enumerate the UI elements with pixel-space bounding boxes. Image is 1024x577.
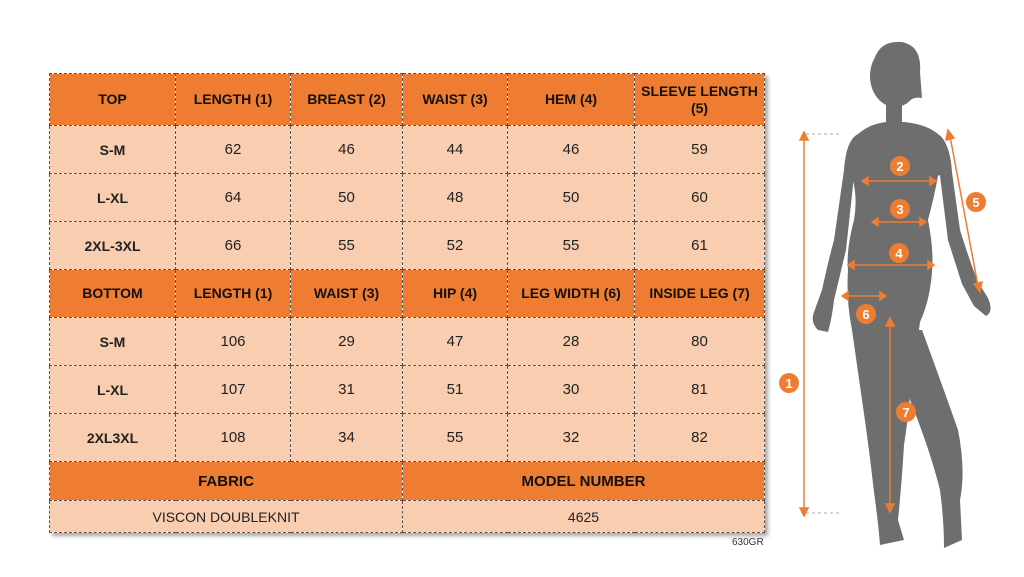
fabric-value: VISCON DOUBLEKNIT: [50, 501, 403, 533]
svg-text:1: 1: [785, 376, 793, 391]
bottom-header-row: [50, 270, 765, 318]
header-cell: BREAST (2): [291, 74, 403, 126]
model-number-label: MODEL NUMBER: [403, 462, 765, 501]
size-cell: L-XL: [50, 366, 176, 414]
value-cell: 81: [635, 366, 765, 414]
marker-2: [890, 156, 910, 176]
fabric-label: FABRIC: [50, 462, 403, 501]
value-cell: 31: [291, 366, 403, 414]
svg-text:4: 4: [895, 246, 903, 261]
size-cell: L-XL: [50, 174, 176, 222]
table-row: [50, 414, 765, 462]
marker-6: [856, 304, 876, 324]
table-row: [50, 366, 765, 414]
value-cell: 50: [508, 174, 635, 222]
marker-7: [896, 402, 916, 422]
value-cell: 60: [635, 174, 765, 222]
value-cell: 46: [508, 126, 635, 174]
value-cell: 55: [403, 414, 508, 462]
header-cell: INSIDE LEG (7): [635, 270, 765, 318]
value-cell: 107: [176, 366, 291, 414]
value-cell: 55: [291, 222, 403, 270]
footer-value-row: [50, 501, 765, 533]
header-cell: LEG WIDTH (6): [508, 270, 635, 318]
value-cell: 29: [291, 318, 403, 366]
header-cell: HIP (4): [403, 270, 508, 318]
value-cell: 32: [508, 414, 635, 462]
value-cell: 52: [403, 222, 508, 270]
body-measurement-figure: [770, 40, 1024, 562]
value-cell: 80: [635, 318, 765, 366]
value-cell: 55: [508, 222, 635, 270]
size-cell: 2XL-3XL: [50, 222, 176, 270]
value-cell: 46: [291, 126, 403, 174]
table-row: [50, 222, 765, 270]
value-cell: 59: [635, 126, 765, 174]
svg-text:6: 6: [862, 307, 870, 322]
value-cell: 34: [291, 414, 403, 462]
value-cell: 50: [291, 174, 403, 222]
header-cell: TOP: [50, 74, 176, 126]
table-row: [50, 318, 765, 366]
value-cell: 106: [176, 318, 291, 366]
header-cell: LENGTH (1): [176, 74, 291, 126]
table-row: [50, 126, 765, 174]
header-cell: HEM (4): [508, 74, 635, 126]
svg-text:3: 3: [896, 202, 904, 217]
value-cell: 61: [635, 222, 765, 270]
value-cell: 48: [403, 174, 508, 222]
marker-5: [966, 192, 986, 212]
svg-text:2: 2: [896, 159, 904, 174]
value-cell: 108: [176, 414, 291, 462]
header-cell: WAIST (3): [403, 74, 508, 126]
value-cell: 62: [176, 126, 291, 174]
marker-4: [889, 243, 909, 263]
footer-header-row: [50, 462, 765, 501]
marker-1: [779, 373, 799, 393]
header-cell: BOTTOM: [50, 270, 176, 318]
header-cell: LENGTH (1): [176, 270, 291, 318]
value-cell: 47: [403, 318, 508, 366]
size-cell: S-M: [50, 318, 176, 366]
svg-text:5: 5: [972, 195, 980, 210]
value-cell: 28: [508, 318, 635, 366]
size-cell: 2XL3XL: [50, 414, 176, 462]
header-cell: SLEEVE LENGTH (5): [635, 74, 765, 126]
value-cell: 66: [176, 222, 291, 270]
table-row: [50, 174, 765, 222]
size-cell: S-M: [50, 126, 176, 174]
header-cell: WAIST (3): [291, 270, 403, 318]
female-silhouette: [813, 42, 991, 548]
size-chart-table: [49, 73, 765, 533]
top-header-row: [50, 74, 765, 126]
product-code: 630GR: [732, 537, 764, 548]
marker-3: [890, 199, 910, 219]
value-cell: 30: [508, 366, 635, 414]
model-number-value: 4625: [403, 501, 765, 533]
value-cell: 82: [635, 414, 765, 462]
value-cell: 51: [403, 366, 508, 414]
value-cell: 64: [176, 174, 291, 222]
svg-text:7: 7: [902, 405, 910, 420]
value-cell: 44: [403, 126, 508, 174]
